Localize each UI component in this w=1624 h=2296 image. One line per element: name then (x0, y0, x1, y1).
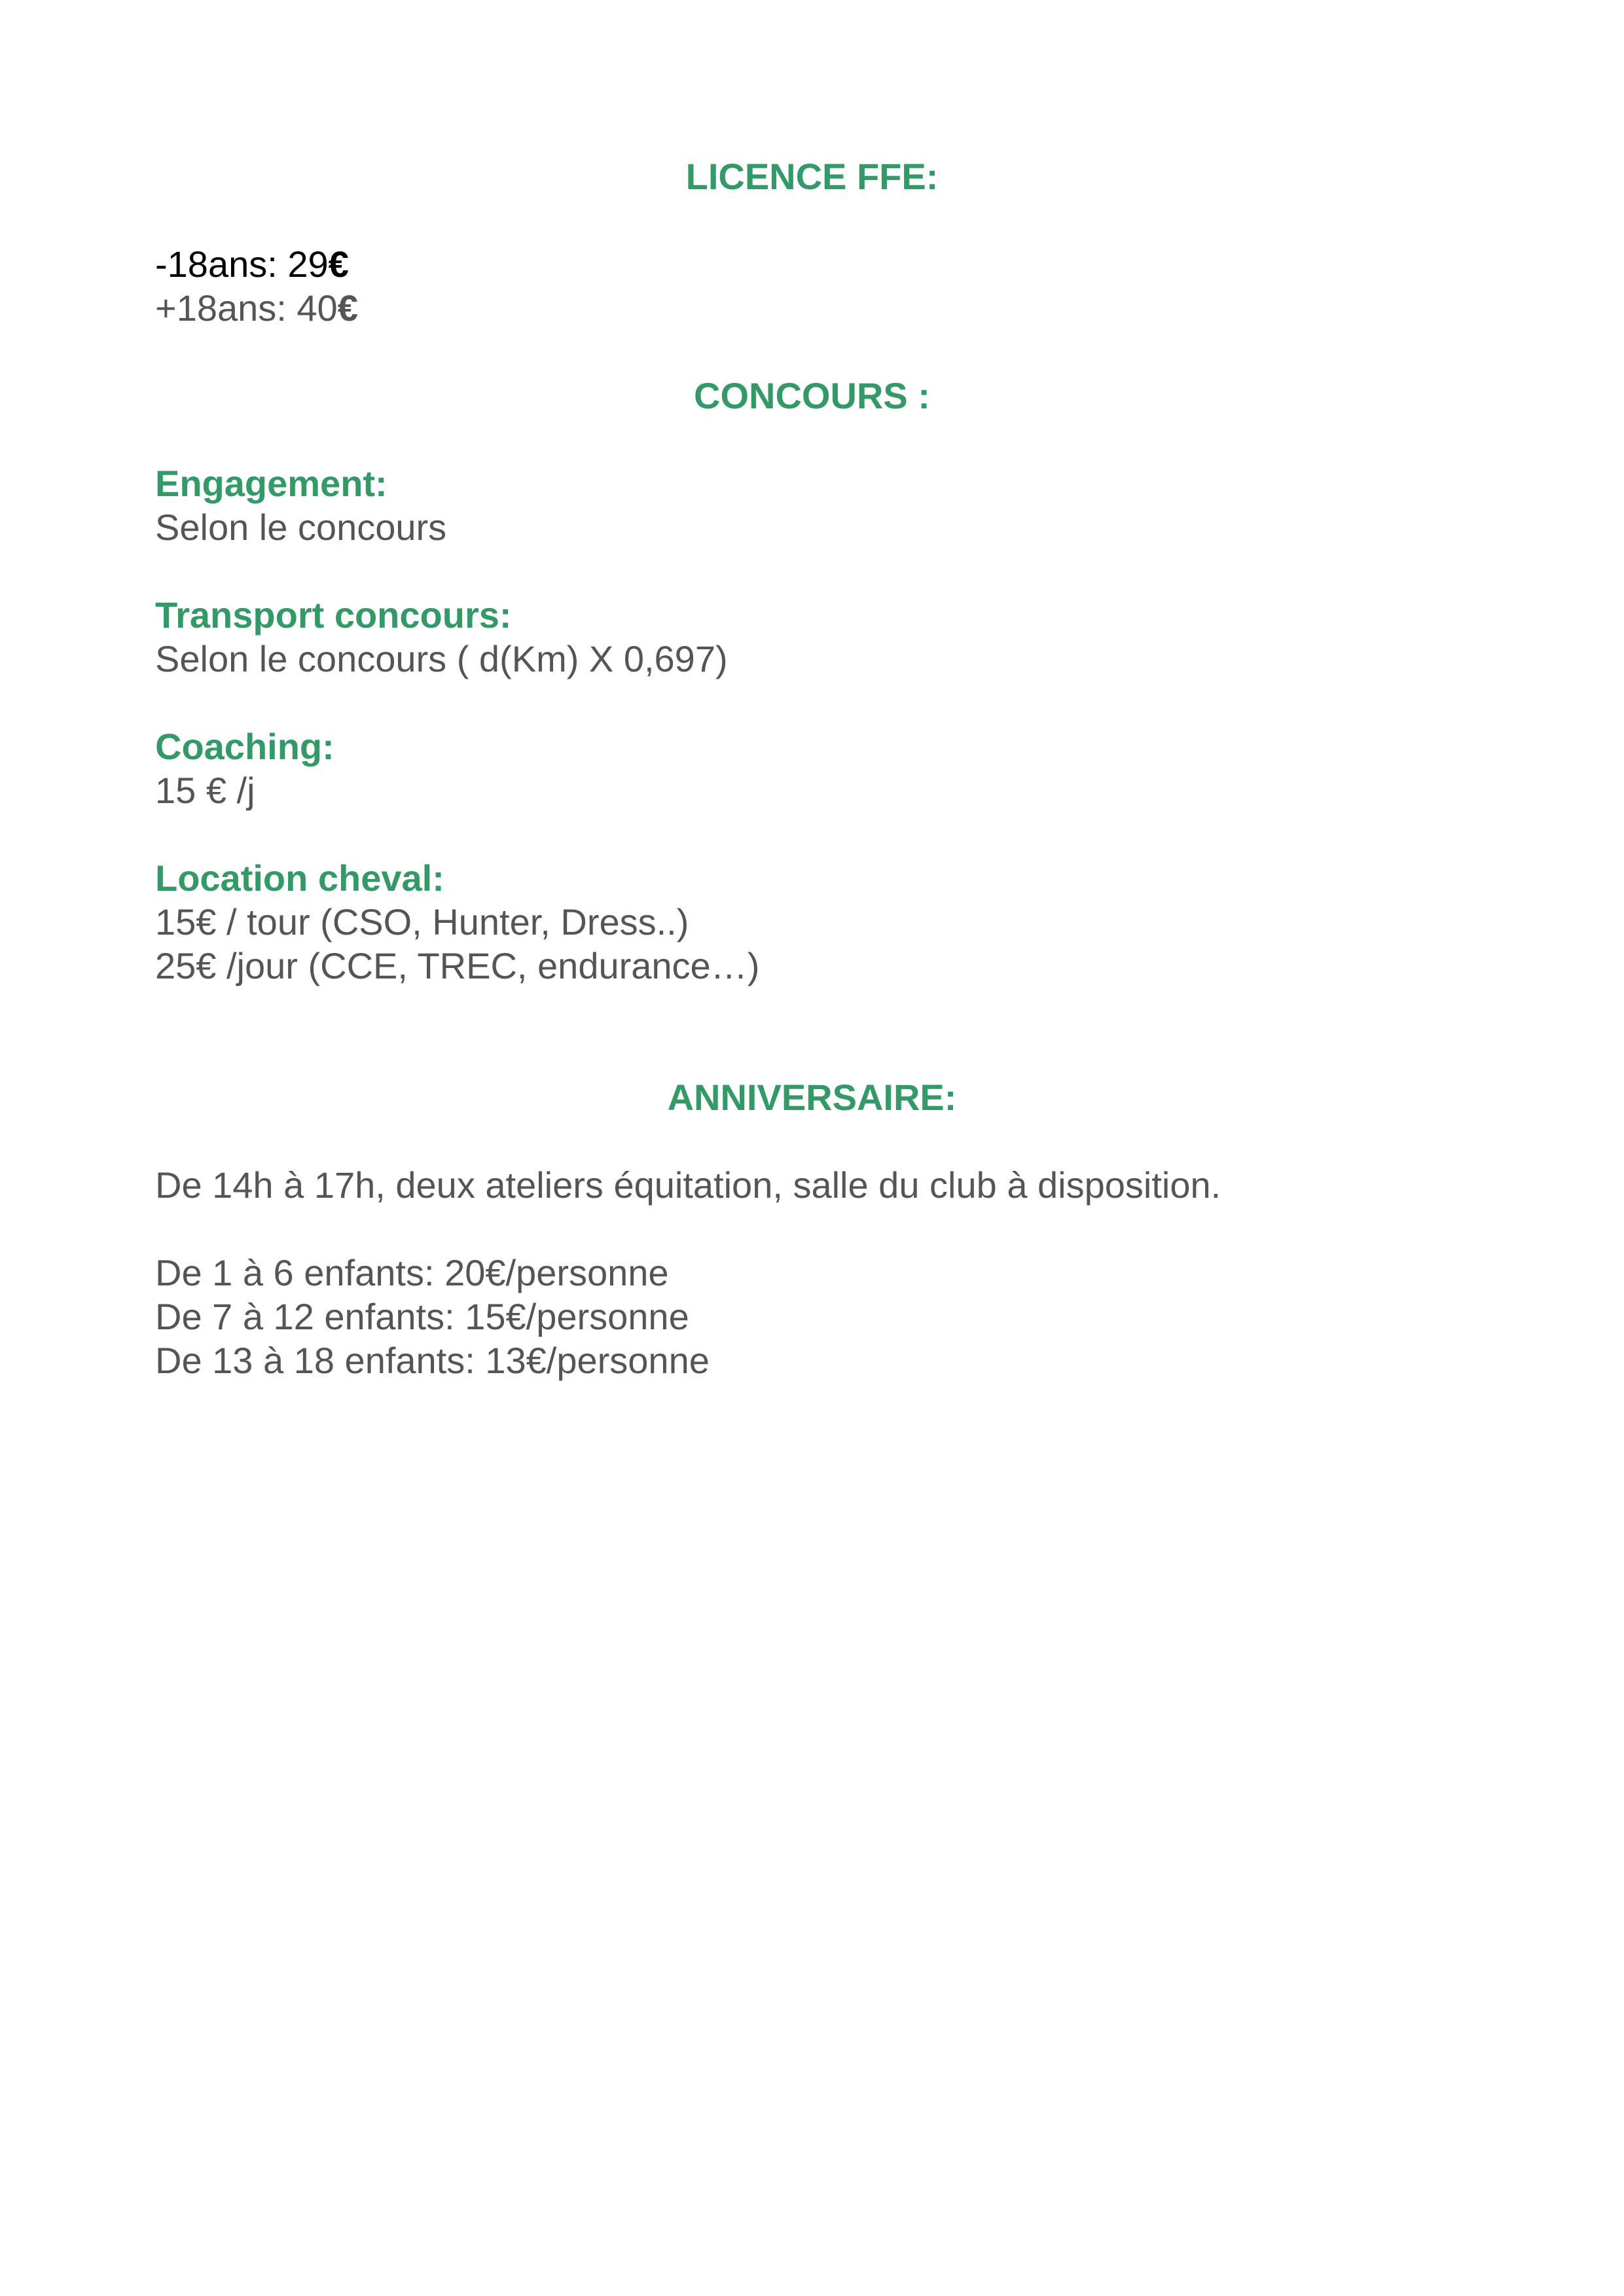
coaching-label: Coaching: (155, 726, 334, 767)
engagement-value: Selon le concours (155, 507, 447, 548)
anniversaire-price-13-18: De 13 à 18 enfants: 13€/personne (155, 1340, 710, 1381)
licence-under-18 (155, 242, 349, 287)
licence-over-18-text: +18ans: 40 (155, 287, 338, 329)
location-cheval-label: Location cheval: (155, 857, 444, 899)
anniversaire-title: ANNIVERSAIRE: (667, 1077, 957, 1118)
licence-over-18 (155, 286, 358, 331)
engagement-label: Engagement: (155, 463, 388, 504)
location-cheval-value-tour: 15€ / tour (CSO, Hunter, Dress..) (155, 901, 689, 942)
coaching-value: 15 € /j (155, 770, 255, 811)
licence-title: LICENCE FFE: (685, 156, 939, 197)
licence-under-18-text: -18ans: 29 (155, 243, 329, 285)
concours-title: CONCOURS : (694, 375, 930, 416)
euro-symbol: € (337, 287, 358, 329)
euro-symbol: € (328, 243, 349, 285)
transport-label: Transport concours: (155, 594, 512, 636)
location-cheval-value-jour: 25€ /jour (CCE, TREC, endurance…) (155, 945, 760, 986)
anniversaire-price-1-6: De 1 à 6 enfants: 20€/personne (155, 1252, 669, 1293)
anniversaire-price-7-12: De 7 à 12 enfants: 15€/personne (155, 1296, 689, 1337)
anniversaire-description: De 14h à 17h, deux ateliers équitation, salle du club à disposition. (155, 1164, 1221, 1206)
transport-value: Selon le concours ( d(Km) X 0,697) (155, 638, 728, 679)
